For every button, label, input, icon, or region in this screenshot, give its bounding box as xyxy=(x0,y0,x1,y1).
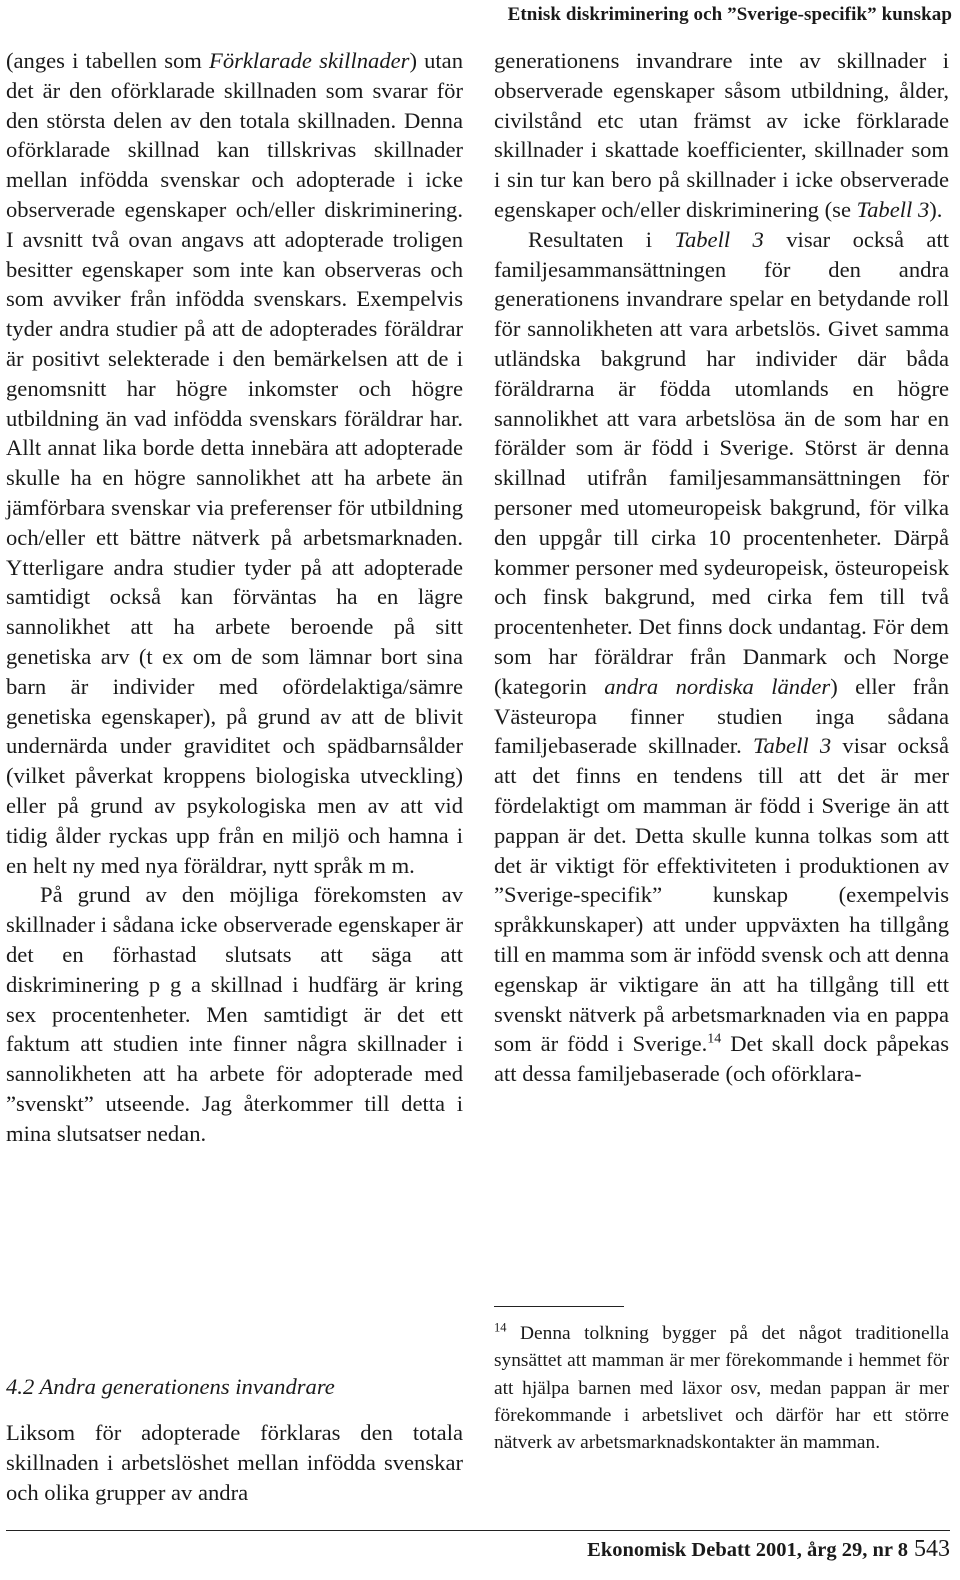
left-column xyxy=(6,46,463,1148)
left-paragraph-2: På grund av den möjliga förekomsten av skillnader i sådana icke observerade egenskaper är det en förhastad slutsats att säga att diskriminering p g a skillnad i hudfärg är kring sex procentenheter. Men samtidigt är det ett faktum att studien inte finner några skillnader i sannolikheten att ha arbete för adopterade med ”svenskt” utseende. Jag återkommer till detta i mina slutsatser nedan. xyxy=(6,882,463,1146)
italic-term: Förklarade skillnader xyxy=(209,48,410,73)
right-column xyxy=(494,46,949,1089)
section-body: Liksom för adopterade förklaras den totala skillnaden i arbetslöshet mellan infödda svenskar och olika grupper av andra xyxy=(6,1420,463,1505)
text-run: generationens invandrare inte av skillnader i observerade egenskaper såsom utbildning, ålder, civilstånd etc utan främst av icke förklarade skillnader i skattade koefficienter, skillnader som i sin tur kan bero på skillnader i icke observerade egenskaper och/eller diskriminering (se xyxy=(494,48,949,222)
footer-divider xyxy=(6,1530,950,1531)
table-reference: Tabell 3 xyxy=(752,733,832,759)
footnote-reference[interactable]: 14 xyxy=(707,1031,722,1047)
text-run: visar också att familjesammansättningen för den andra generationens invandrare spelar en betydande roll för sannolikheten att vara arbetslös. Givet samma utländska bakgrund har individer där båda föräldrarna är födda utomlands en högre sannolikhet att vara arbetslösa än de som har en förälder som är född i Sverige. Störst är denna skillnad utifrån familjesammansättningen för personer med utomeuropeisk bakgrund, för vilka den uppgår till cirka 10 procentenheter. Därpå kommer personer med sydeuropeisk, östeuropeisk och finsk bakgrund, med cirka fem till två procentenheter. Det finns dock undantag. För dem som har föräldrar från Danmark och Norge (kategorin xyxy=(494,226,949,699)
table-reference: Tabell 3 xyxy=(856,196,930,222)
italic-term: andra nordiska länder xyxy=(604,673,831,699)
text-run: Det skall dock påpekas att dessa familjebaserade (och oförklara- xyxy=(494,1031,949,1087)
footnote-number: 14 xyxy=(494,1320,507,1335)
footnote xyxy=(494,1320,949,1456)
footer xyxy=(587,1536,950,1563)
right-paragraph-1 xyxy=(494,46,949,225)
text-run: visar också att det finns en tendens till att det är mer fördelaktigt om mamman är född i Sverige än att pappan är det. Detta skulle kunna tolkas som att det är viktigt för effektiviteten i produktionen av ”Sverige-specifik” kunskap (exempelvis språkkunskaper) att under uppväxten ha tillgång till en mamma som är infödd svensk och att denna egenskap är viktigare än att ha tillgång till ett svenskt nätverk på arbetsmarknaden via en pappa som är född i Sverige. xyxy=(494,733,949,1057)
text-run: Resultaten i xyxy=(528,226,675,252)
running-header: Etnisk diskriminering och ”Sverige-specifik” kunskap xyxy=(507,4,952,25)
journal-citation: Ekonomisk Debatt 2001, årg 29, nr 8 xyxy=(587,1539,908,1561)
right-paragraph-2 xyxy=(494,225,949,1089)
footnote-text: Denna tolkning bygger på det något traditionella synsättet att mamman är mer förekommande i hemmet för att hjälpa barnen med läxor osv, medan pappan är mer förekommande i arbetslivet och därför har ett större nätverk av arbetsmarknadskontakter än mamman. xyxy=(494,1323,949,1454)
text-run: ) eller från Västeuropa finner studien inga sådana familjebaserade skillnader. xyxy=(494,673,949,759)
page-number: 543 xyxy=(914,1536,950,1562)
text-run: ). xyxy=(929,196,943,222)
text-run: ) utan det är den oförklarade skillnaden som svarar för den största delen av den totala skillnaden. Denna oförklarade skillnad kan tillskrivas skillnader mellan infödda svenskar och adopterade i icke observerade egenskaper och/eller diskriminering. I avsnitt två ovan angavs att adopterade troligen besitter egenskaper som inte kan observeras och som avviker från infödda svenskars. Exempelvis tyder andra studier på att de adopterades föräldrar är positivt selekterade i den bemärkelsen att de i genomsnitt har högre inkomster och högre utbildning än vad infödda svenskars föräldrar har. Allt annat lika borde detta innebära att adopterade skulle ha en högre sannolikhet att ha arbete än jämförbara svenskar via preferenser för utbildning och/eller ett bättre nätverk på arbetsmarknaden. Ytterligare andra studier tyder på att adopterade samtidigt också kan förväntas ha en lägre sannolikhet att ha arbete beroende på sitt genetiska arv (t ex om de som lämnar bort sina barn är individer med ofördelaktiga/sämre genetiska egenskaper), på grund av att de blivit undernärda under graviditet och spädbarnsålder (vilket påverkat kroppens biologiska utveckling) eller på grund av psykologiska men av att vid tidig ålder ryckas upp från en miljö och hamna i en helt ny med nya föräldrar, nytt språk m m. xyxy=(6,48,464,878)
section-heading: 4.2 Andra generationens invandrare xyxy=(6,1374,335,1399)
table-reference: Tabell 3 xyxy=(674,226,764,252)
footnote-divider xyxy=(494,1306,624,1307)
left-paragraph-1 xyxy=(6,46,463,880)
text-run: (anges i tabellen som xyxy=(6,48,210,73)
